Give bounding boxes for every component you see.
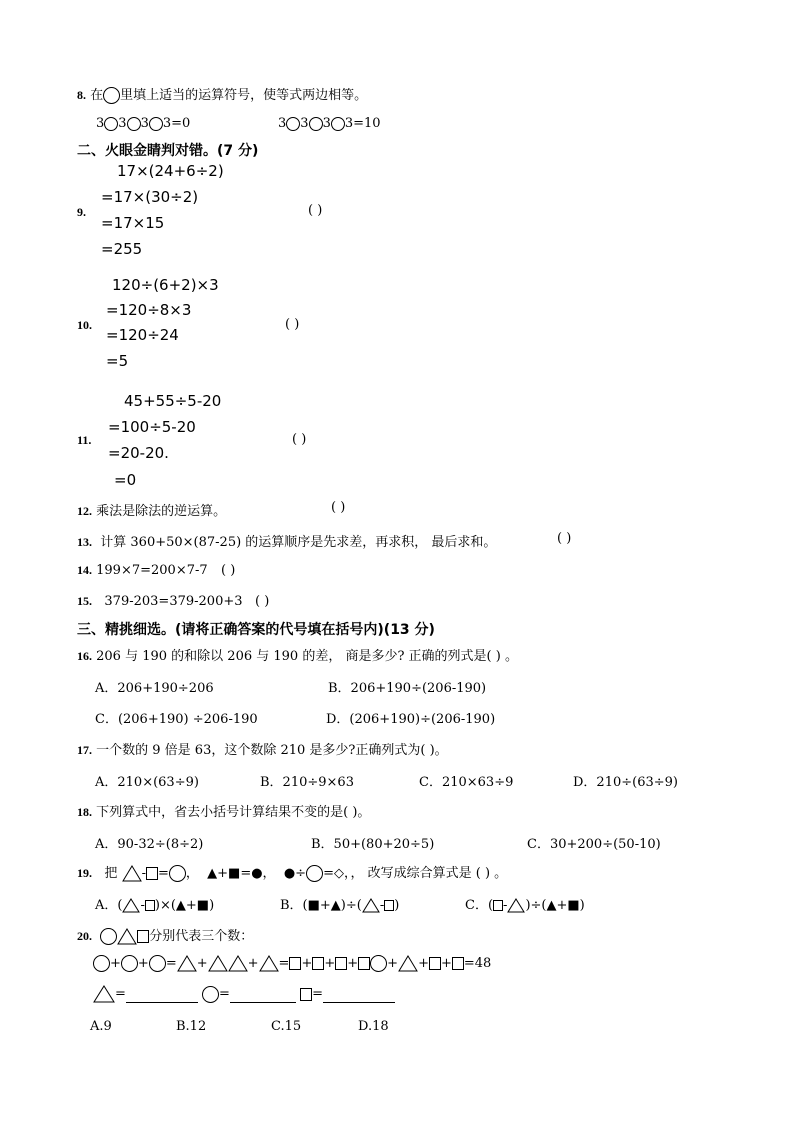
circle-icon — [93, 955, 110, 972]
question-text: 把 — [104, 866, 118, 881]
triangle-icon — [362, 898, 380, 913]
question-12 — [77, 500, 226, 519]
equation-1: 3 3 3 3=0 — [96, 116, 191, 131]
question-number: 14. — [77, 563, 92, 577]
equation-2: 3 3 3 3=10 — [278, 116, 381, 131]
section-3-title: 三、精挑细选。(请将正确答案的代号填在括号内)(13 分) — [77, 622, 435, 638]
circle-icon — [121, 955, 138, 972]
triangle-icon — [208, 955, 228, 972]
q11-line-1: 45+55÷5-20 — [124, 392, 222, 410]
question-number: 13. — [77, 535, 92, 549]
question-15 — [77, 594, 243, 609]
circle-icon[interactable] — [331, 117, 345, 131]
option-c[interactable]: C．( - )÷(▲+■) — [465, 898, 585, 913]
question-number: 9. — [77, 205, 86, 219]
q10-line-1: 120÷(6+2)×3 — [112, 276, 219, 294]
question-text: 199×7=200×7-7 — [96, 563, 208, 578]
triangle-answer-blank[interactable] — [126, 988, 198, 1003]
triangle-icon — [507, 898, 525, 913]
answer-bracket[interactable]: ( ) — [331, 500, 346, 515]
triangle-icon — [177, 955, 197, 972]
square-icon — [335, 957, 347, 970]
option-a[interactable]: A.9 — [90, 1019, 112, 1034]
circle-icon — [100, 928, 117, 945]
square-icon — [146, 867, 158, 880]
circle-icon[interactable] — [286, 117, 300, 131]
answer-bracket[interactable]: ( ) — [308, 203, 323, 218]
option-c[interactable]: C．(206+190) ÷206-190 — [95, 712, 258, 727]
option-a[interactable]: A．( - )×(▲+■) — [95, 898, 215, 913]
option-d[interactable]: D.18 — [358, 1019, 389, 1034]
question-text: 一个数的 9 倍是 63，这个数除 210 是多少?正确列式为( )。 — [96, 743, 448, 758]
option-d[interactable]: D．(206+190)÷(206-190) — [326, 712, 496, 727]
question-number: 11. — [77, 433, 92, 447]
option-b[interactable]: B.12 — [176, 1019, 207, 1034]
answer-bracket[interactable]: ( ) — [292, 432, 307, 447]
question-number: 20. — [77, 929, 92, 943]
question-text: 乘法是除法的逆运算。 — [96, 504, 227, 519]
triangle-icon — [398, 955, 418, 972]
square-icon — [358, 957, 370, 970]
q11-line-4: =0 — [114, 471, 137, 489]
question-number: 17. — [77, 743, 92, 757]
question-number: 15. — [77, 594, 92, 608]
square-icon — [289, 957, 301, 970]
section-2-title: 二、火眼金睛判对错。(7 分) — [77, 143, 259, 159]
question-text: 206 与 190 的和除以 206 与 190 的差， 商是多少? 正确的列式是( ) 。 — [96, 649, 518, 664]
q9-line-3: =17×15 — [101, 214, 165, 232]
q9-line-2: =17×(30÷2) — [101, 188, 199, 206]
square-answer-blank[interactable] — [323, 988, 395, 1003]
triangle-icon — [228, 955, 248, 972]
circle-icon — [103, 87, 120, 104]
question-number: 12. — [77, 504, 92, 518]
option-a[interactable]: A．210×(63÷9) — [95, 775, 199, 790]
q10-line-2: =120÷8×3 — [106, 301, 192, 319]
option-d[interactable]: D．210÷(63÷9) — [573, 775, 678, 790]
circle-icon — [306, 865, 323, 882]
question-text: 下列算式中，省去小括号计算结果不变的是( )。 — [96, 805, 371, 820]
question-13 — [77, 531, 496, 550]
circle-icon — [202, 986, 219, 1003]
question-text: 分别代表三个数： — [149, 929, 254, 944]
option-b[interactable]: B．210÷9×63 — [260, 775, 354, 790]
square-icon — [145, 900, 155, 911]
square-icon — [137, 930, 149, 943]
option-b[interactable]: B．(■+▲)÷( - ) — [280, 898, 400, 913]
question-text: 计算 360+50×(87-25) 的运算顺序是先求差，再求积， 最后求和。 — [100, 535, 497, 550]
q20-answers: = = = — [93, 985, 395, 1007]
question-text: 379-203=379-200+3 — [104, 594, 243, 609]
circle-icon[interactable] — [309, 117, 323, 131]
answer-bracket[interactable]: ( ) — [285, 317, 300, 332]
option-b[interactable]: B．206+190÷(206-190) — [328, 681, 487, 696]
question-19: 19. 把 - = ， ▲+■=●， ●÷ =◇，， 改写成综合算式是 ( ) 。 — [77, 866, 508, 881]
q9-line-4: =255 — [101, 240, 143, 258]
square-icon — [312, 957, 324, 970]
square-icon — [493, 900, 503, 911]
q20-equation: + + = + + = + + + + + + =48 — [93, 955, 491, 975]
triangle-icon — [259, 955, 279, 972]
answer-bracket[interactable]: ( ) — [221, 563, 236, 578]
question-16 — [77, 645, 518, 664]
question-number: 8. — [77, 88, 86, 102]
question-20 — [77, 925, 253, 945]
option-c[interactable]: C．30+200÷(50-10) — [527, 837, 661, 852]
question-text-2: 里填上适当的运算符号，使等式两边相等。 — [120, 88, 368, 103]
q11-line-2: =100÷5-20 — [108, 418, 196, 436]
answer-bracket[interactable]: ( ) — [255, 594, 270, 609]
option-c[interactable]: C．210×63÷9 — [419, 775, 514, 790]
circle-answer-blank[interactable] — [230, 988, 296, 1003]
square-icon — [384, 900, 394, 911]
circle-icon — [149, 955, 166, 972]
circle-icon[interactable] — [127, 117, 141, 131]
question-18 — [77, 801, 370, 820]
circle-icon[interactable] — [104, 117, 118, 131]
circle-icon — [169, 865, 186, 882]
option-a[interactable]: A．90-32÷(8÷2) — [95, 837, 204, 852]
square-icon — [429, 957, 441, 970]
square-icon — [300, 988, 312, 1001]
answer-bracket[interactable]: ( ) — [557, 531, 572, 546]
question-number: 16. — [77, 649, 92, 663]
q10-line-3: =120÷24 — [106, 326, 179, 344]
question-17 — [77, 739, 448, 758]
option-a[interactable]: A．206+190÷206 — [95, 681, 214, 696]
question-8 — [77, 84, 367, 104]
question-number: 19. — [77, 866, 92, 880]
triangle-icon — [93, 985, 115, 1003]
question-number: 10. — [77, 318, 92, 332]
circle-icon[interactable] — [149, 117, 163, 131]
option-b[interactable]: B．50+(80+20÷5) — [311, 837, 435, 852]
square-icon — [452, 957, 464, 970]
option-c[interactable]: C.15 — [271, 1019, 302, 1034]
question-14 — [77, 563, 208, 578]
q10-line-4: =5 — [106, 352, 129, 370]
q9-line-1: 17×(24+6÷2) — [117, 162, 224, 180]
triangle-icon — [117, 928, 137, 945]
question-number: 18. — [77, 805, 92, 819]
question-text: 在 — [90, 88, 104, 103]
triangle-icon — [122, 898, 140, 913]
q11-line-3: =20-20. — [108, 444, 169, 462]
circle-icon — [370, 955, 387, 972]
triangle-icon — [122, 865, 142, 882]
